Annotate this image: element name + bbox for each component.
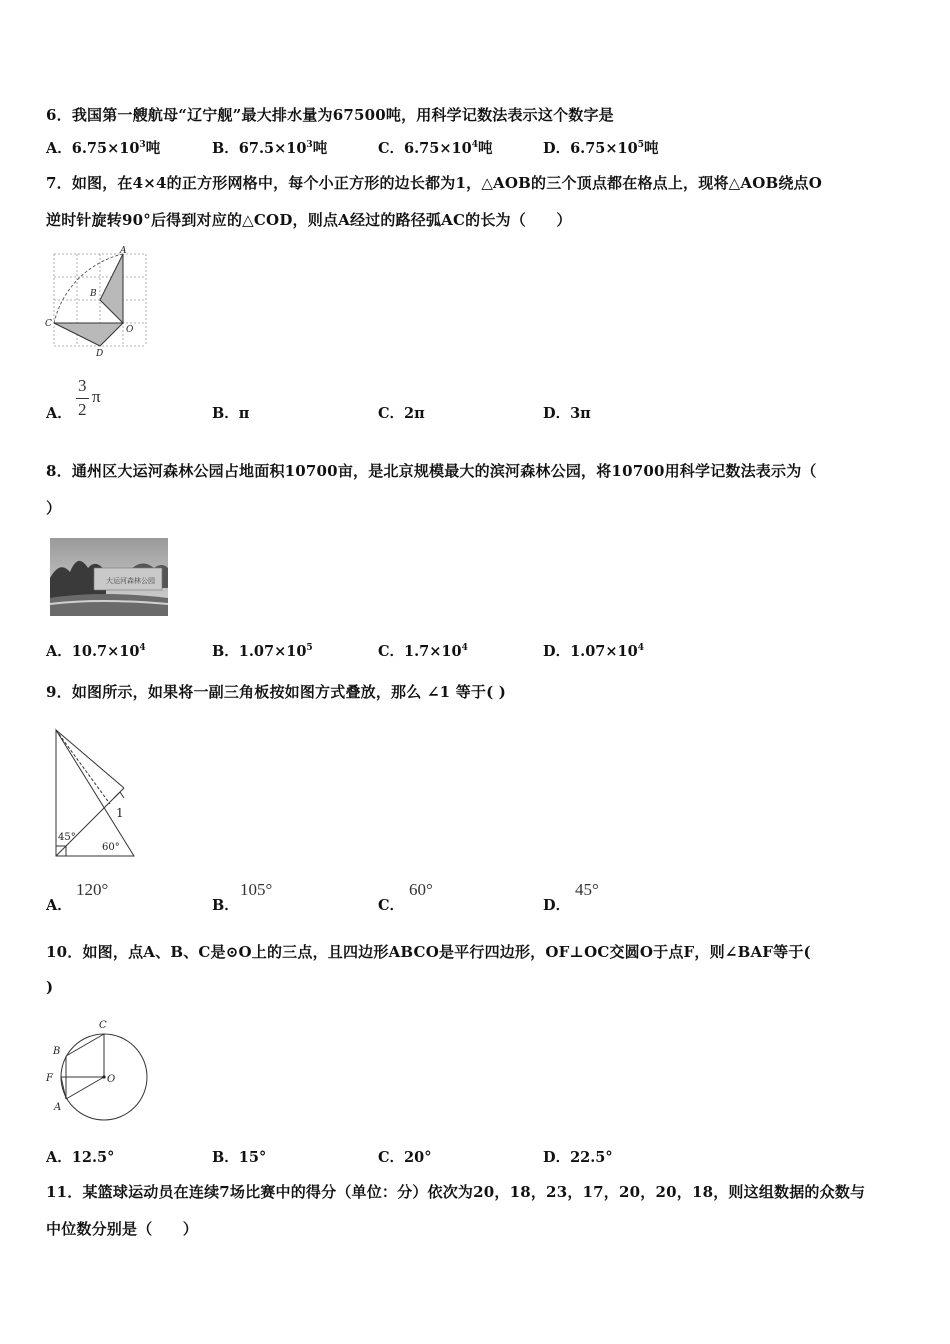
q8-option-c: C．$1.7\times 10^4$ <box>378 643 468 660</box>
q6-stem: 6．我国第一艘航母“辽宁舰”最大排水量为67500吨，用科学记数法表示这个数字是 <box>46 106 614 124</box>
q10-option-d: D．22.5° <box>543 1149 613 1166</box>
q10-stem-line1: 10．如图，点A、B、C是⊙O上的三点，且四边形ABCO是平行四边形，OF⊥OC交圆O于点F，则∠BAF等于( <box>46 943 811 961</box>
q7-label-a: A <box>120 246 127 256</box>
q10-label-c: C <box>99 1020 107 1031</box>
q9-option-a-value: 120° <box>76 880 109 899</box>
q6-option-a: A．$6.75\times 10^3$吨 <box>46 140 161 157</box>
q9-option-c-letter: C． <box>378 897 405 914</box>
q7-option-b: B．π <box>212 405 250 422</box>
q8-option-d: D．$1.07\times 10^4$ <box>543 643 644 660</box>
q9-angle1-label: 1 <box>116 806 124 820</box>
q9-option-c-value: 60° <box>409 880 433 899</box>
q9-45-label: 45° <box>58 832 76 843</box>
q7-option-d: D．3π <box>543 405 591 422</box>
q10-stem-line2: ) <box>46 978 54 996</box>
q11-stem-line1: 11．某篮球运动员在连续7场比赛中的得分（单位：分）依次为20，18，23，17，20，20，18，则这组数据的众数与 <box>46 1183 866 1201</box>
q7-label-o: O <box>126 325 134 335</box>
q9-stem: 9．如图所示，如果将一副三角板按如图方式叠放，那么 ∠1 等于( ) <box>46 683 507 701</box>
q6-option-d: D．$6.75\times 10^5$吨 <box>543 140 659 157</box>
q7-option-a-denominator: 2 <box>78 400 87 419</box>
q7-option-a-pi: π <box>92 387 101 406</box>
q8-option-b: B．$1.07\times 10^5$ <box>212 643 313 660</box>
q7-label-b: B <box>90 289 97 299</box>
q7-fraction-bar <box>76 398 89 399</box>
q10-option-c: C．20° <box>378 1149 432 1166</box>
q6-option-c: C．$6.75\times 10^4$吨 <box>378 140 493 157</box>
q8-stem-line1: 8．通州区大运河森林公园占地面积10700亩，是北京规模最大的滨河森林公园，将10700用科学记数法表示为（ <box>46 462 817 480</box>
q7-option-c: C．2π <box>378 405 425 422</box>
q9-option-d-letter: D． <box>543 897 571 914</box>
q9-option-b-value: 105° <box>240 880 273 899</box>
park-photo <box>50 538 168 616</box>
q7-option-a-letter: A． <box>46 405 72 422</box>
q8-stem-line2: ） <box>46 499 62 517</box>
q9-triangle-figure <box>44 724 140 862</box>
q11-stem-line2: 中位数分别是（ ） <box>46 1220 199 1238</box>
q7-stem-line2: 逆时针旋转90°后得到对应的△COD，则点A经过的路径弧AC的长为（ ） <box>46 211 572 229</box>
q7-stem-line1: 7．如图，在4×4的正方形网格中，每个小正方形的边长都为1，△AOB的三个顶点都在格点上，现将△AOB绕点O <box>46 174 823 192</box>
q7-option-a-numerator: 3 <box>78 376 87 395</box>
q10-label-b: B <box>53 1046 61 1057</box>
q10-label-f: F <box>46 1073 53 1084</box>
q7-grid-figure <box>44 244 154 358</box>
q10-label-a: A <box>54 1102 62 1113</box>
q8-option-a: A．$10.7\times 10^4$ <box>46 643 146 660</box>
park-sign-text: 大运河森林公园 <box>106 577 155 585</box>
q6-option-b: B．$67.5\times 10^3$吨 <box>212 140 328 157</box>
q9-option-a-letter: A． <box>46 897 72 914</box>
q9-option-b-letter: B． <box>212 897 239 914</box>
q9-option-d-value: 45° <box>575 880 599 899</box>
q7-label-c: C <box>45 319 52 329</box>
q7-label-d: D <box>96 349 104 358</box>
q9-60-label: 60° <box>102 842 120 853</box>
q10-circle-figure <box>44 1016 154 1122</box>
q10-option-a: A．12.5° <box>46 1149 115 1166</box>
q10-option-b: B．15° <box>212 1149 267 1166</box>
q10-label-o: O <box>107 1074 116 1085</box>
